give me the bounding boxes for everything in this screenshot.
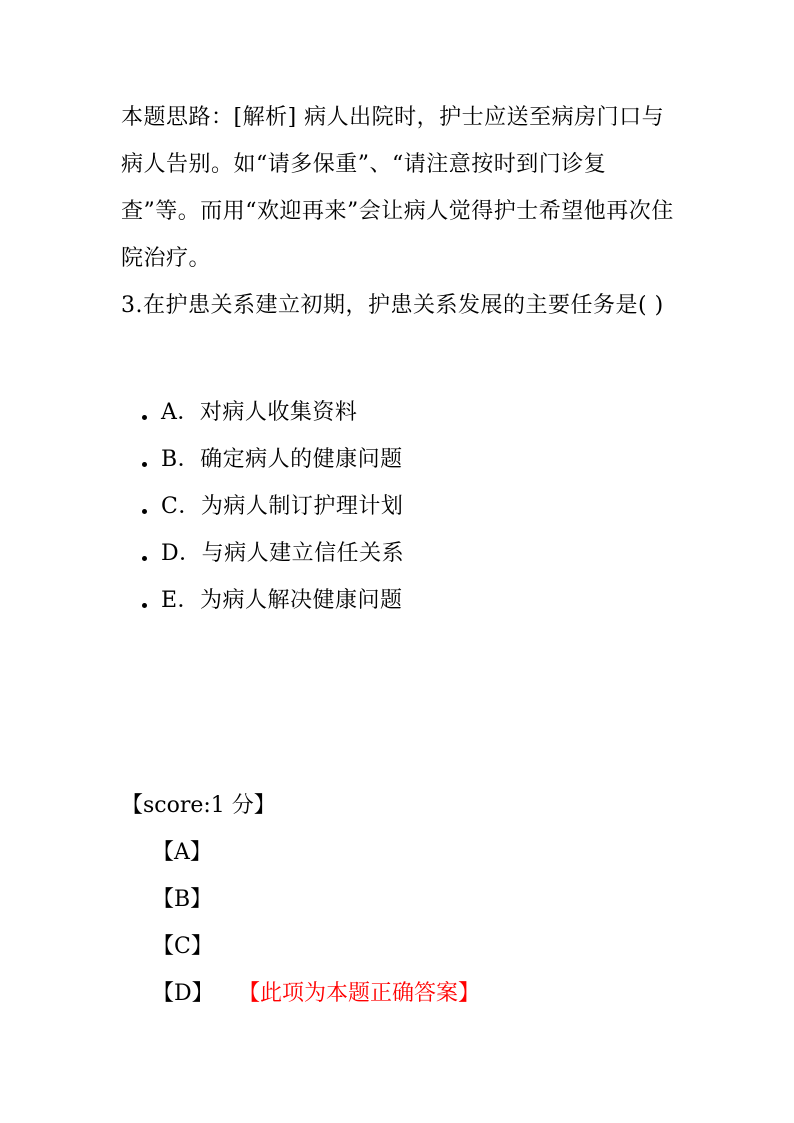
option-label: C．为病人制订护理计划	[161, 494, 404, 519]
answer-list	[152, 829, 480, 1017]
answer-letter: 【C】	[152, 934, 213, 959]
answer-letter: 【D】	[152, 981, 214, 1006]
option-label: B．确定病人的健康问题	[161, 447, 403, 472]
option-label: D．与病人建立信任关系	[161, 541, 405, 566]
option-a	[142, 389, 404, 436]
option-label: E．为病人解决健康问题	[161, 588, 403, 613]
answer-letter: 【B】	[152, 887, 213, 912]
option-d	[142, 530, 404, 577]
answer-row-b	[152, 876, 480, 923]
answer-letter: 【A】	[152, 840, 212, 865]
option-list	[142, 389, 404, 624]
option-c	[142, 483, 404, 530]
option-e	[142, 577, 404, 624]
bullet-icon	[142, 556, 147, 561]
explanation-text: 本题思路：[解析] 病人出院时，护士应送至病房门口与病人告别。如“请多保重”、“请注意按时到门诊复查”等。而用“欢迎再来”会让病人觉得护士希望他再次住院治疗。	[121, 105, 674, 271]
bullet-icon	[142, 415, 147, 420]
option-label: A．对病人收集资料	[161, 400, 358, 425]
score-label: 【score:1 分】	[121, 793, 276, 818]
answer-row-d	[152, 970, 480, 1017]
bullet-icon	[142, 603, 147, 608]
question-text: 3.在护患关系建立初期，护患关系发展的主要任务是( )	[121, 293, 664, 318]
bullet-icon	[142, 462, 147, 467]
answer-row-c	[152, 923, 480, 970]
correct-answer-mark: 【此项为本题正确答案】	[238, 981, 481, 1006]
answer-row-a	[152, 829, 480, 876]
option-b	[142, 436, 404, 483]
bullet-icon	[142, 509, 147, 514]
